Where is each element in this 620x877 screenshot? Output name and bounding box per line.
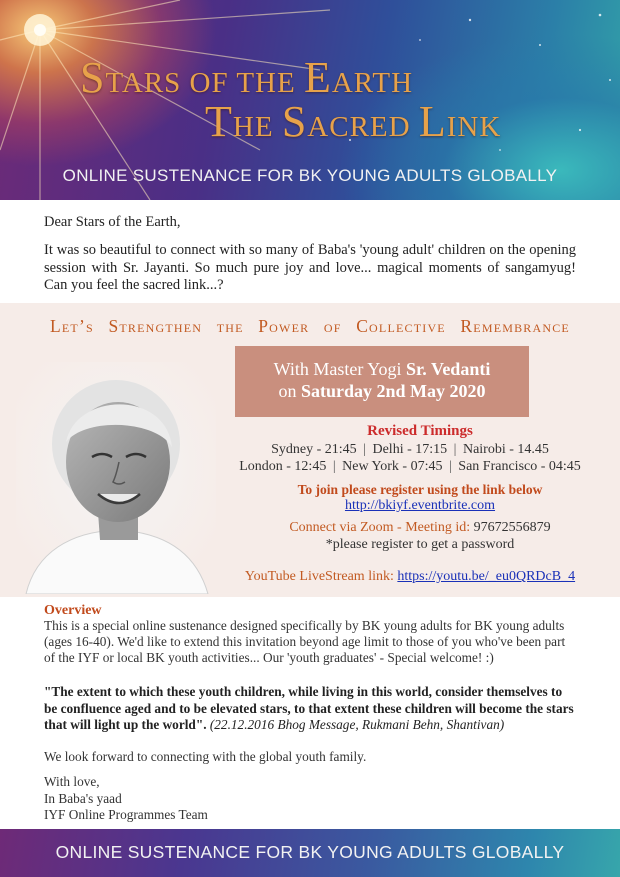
timing-nairobi: Nairobi - 14.45: [462, 442, 549, 457]
timing-london: London - 12:45: [239, 459, 327, 474]
timing-delhi: Delhi - 17:15: [372, 442, 448, 457]
password-note: *please register to get a password: [325, 537, 515, 552]
portrait-photo: [16, 362, 216, 594]
zoom-info: Connect via Zoom - Meeting id: 97672556879: [289, 520, 551, 535]
sign-line-3: IYF Online Programmes Team: [44, 807, 208, 822]
signature: [44, 774, 208, 824]
timing-sydney: Sydney - 21:45: [271, 442, 357, 457]
title-line-1: STARS OF THE EARTH: [80, 53, 414, 102]
closing-line: We look forward to connecting with the global youth family.: [44, 749, 367, 764]
overview-body: This is a special online sustenance designed specifically by BK young adults for BK young adults (ages 16-40). We'd like to extend this invitation beyond age limit to those of you who've been part of the IYF or local BK youth activities... Our 'youth graduates' - Special welcome! :): [44, 618, 566, 665]
greeting: Dear Stars of the Earth,: [44, 214, 181, 230]
quote-source: (22.12.2016 Bhog Message, Rukmani Behn, Shantivan): [206, 717, 505, 732]
timing-new-york: New York - 07:45: [342, 459, 443, 474]
intro-paragraph: It was so beautiful to connect with so many of Baba's 'young adult' children on the opening session with Sr. Jayanti. So much pure joy and love... magical moments of sangamyug! Can you feel the sacred link...?: [44, 242, 576, 293]
register-link[interactable]: http://bkiyf.eventbrite.com: [344, 498, 496, 513]
date-line: on Saturday 2nd May 2020: [278, 381, 486, 401]
title-line-2: THE SACRED LINK: [205, 97, 502, 146]
yogi-name: Sr. Vedanti: [405, 359, 491, 379]
sign-line-1: With love,: [44, 774, 100, 789]
youtube-link[interactable]: https://youtu.be/_eu0QRDcB_4: [397, 569, 576, 584]
yogi-line: With Master Yogi Sr. Vedanti: [273, 359, 491, 379]
timings-table: [200, 441, 620, 475]
timings-row-2: London - 12:45 | New York - 07:45 | San Francisco - 04:45: [239, 459, 581, 474]
event-date: Saturday 2nd May 2020: [300, 381, 486, 401]
youtube-info: YouTube LiveStream link: https://youtu.be/_eu0QRDcB_4: [244, 569, 576, 584]
header-subtitle: ONLINE SUSTENANCE FOR BK YOUNG ADULTS GLOBALLY: [62, 166, 558, 185]
footer-text: ONLINE SUSTENANCE FOR BK YOUNG ADULTS GLOBALLY: [55, 842, 565, 862]
quote-text: "The extent to which these youth children, while living in this world, consider themselves to be confluence aged and to be elevated stars, to that extent these children will become the stars that will light up the world".: [44, 684, 574, 732]
yogi-box: [235, 346, 529, 417]
event-heading: Let’s Strengthen the Power of Collective Remembrance: [50, 316, 570, 336]
zoom-meeting-id: 97672556879: [473, 520, 551, 535]
register-note: To join please register using the link below: [297, 482, 543, 497]
timing-san-francisco: San Francisco - 04:45: [458, 459, 581, 474]
timings-row-1: Sydney - 21:45 | Delhi - 17:15 | Nairobi - 14.45: [271, 442, 549, 457]
header-banner: [0, 0, 620, 200]
revised-timings-title: Revised Timings: [367, 423, 473, 439]
overview-title: Overview: [44, 603, 102, 618]
quote: [44, 684, 578, 734]
sign-line-2: In Baba's yaad: [44, 790, 122, 806]
